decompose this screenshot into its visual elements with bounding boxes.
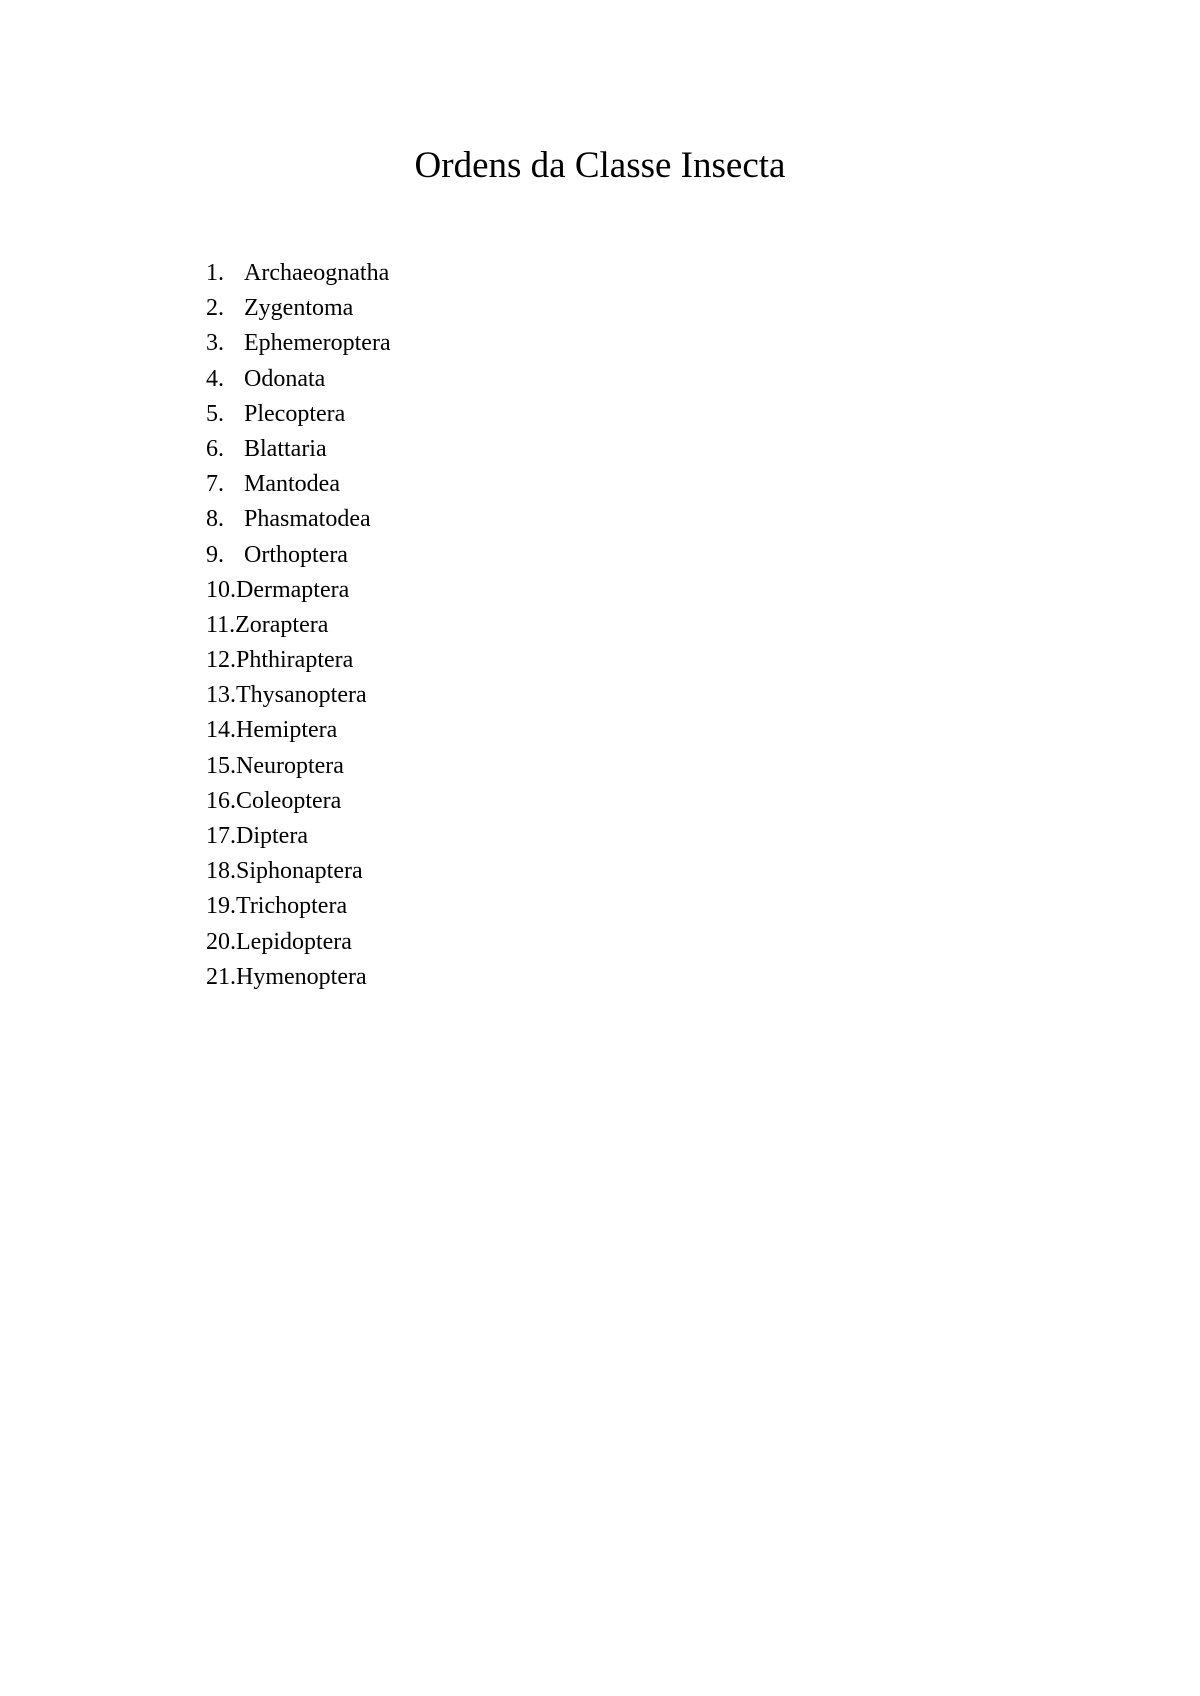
list-item-number: 2. (206, 295, 224, 322)
list-item-number: 14. (206, 717, 236, 744)
list-item (206, 538, 391, 573)
list-item (206, 854, 391, 889)
list-item (206, 713, 391, 748)
list-item-name: Trichoptera (236, 893, 348, 920)
list-item-number: 12. (206, 647, 236, 674)
list-item-number: 20. (206, 928, 236, 955)
list-item (206, 608, 391, 643)
list-item-name: Plecoptera (244, 400, 346, 427)
list-item (206, 397, 391, 432)
list-item-name: Odonata (244, 365, 326, 392)
list-item-name: Siphonaptera (236, 858, 363, 885)
list-item (206, 889, 391, 924)
list-item (206, 256, 391, 291)
list-item-number: 10. (206, 576, 236, 603)
list-item-number: 6. (206, 435, 224, 462)
list-item-name: Blattaria (244, 435, 327, 462)
list-item-name: Phthiraptera (236, 647, 354, 674)
list-item-number: 19. (206, 893, 236, 920)
list-item (206, 925, 391, 960)
list-item (206, 362, 391, 397)
list-item-name: Diptera (236, 823, 308, 849)
list-item-number: 21. (206, 963, 236, 990)
list-item (206, 678, 391, 713)
list-item-number: 16. (206, 787, 236, 814)
page-title: Ordens da Classe Insecta (414, 145, 786, 186)
list-item-number: 8. (206, 506, 224, 533)
list-item (206, 467, 391, 502)
list-item-name: Ephemeroptera (244, 330, 391, 357)
list-item-name: Archaeognatha (244, 260, 390, 286)
list-item-number: 9. (206, 541, 224, 568)
insect-orders-list (206, 256, 391, 995)
list-item (206, 326, 391, 361)
list-item (206, 749, 391, 784)
list-item (206, 784, 391, 819)
list-item-name: Neuroptera (236, 752, 344, 779)
list-item-name: Orthoptera (244, 541, 348, 568)
list-item (206, 573, 391, 608)
list-item-name: Zoraptera (235, 611, 329, 638)
list-item-number: 5. (206, 400, 224, 427)
list-item-name: Dermaptera (236, 576, 350, 603)
list-item (206, 432, 391, 467)
list-item-number: 15. (206, 752, 236, 779)
list-item-name: Thysanoptera (236, 682, 367, 709)
list-item (206, 502, 391, 537)
list-item (206, 819, 391, 854)
list-item-name: Mantodea (244, 471, 340, 498)
list-item-name: Lepidoptera (236, 928, 352, 955)
list-item (206, 643, 391, 678)
list-item-name: Hemiptera (236, 717, 338, 744)
list-item-number: 11. (206, 611, 236, 638)
list-item-number: 7. (206, 471, 224, 498)
list-item-number: 17. (206, 823, 236, 849)
list-item-number: 4. (206, 365, 224, 392)
list-item-name: Zygentoma (244, 295, 354, 322)
list-item-number: 18. (206, 858, 236, 885)
list-item-name: Hymenoptera (236, 963, 367, 990)
list-item (206, 291, 391, 326)
list-item-name: Coleoptera (236, 787, 342, 814)
list-item-number: 1. (206, 260, 224, 286)
list-item-number: 3. (206, 330, 224, 357)
list-item-name: Phasmatodea (244, 506, 371, 533)
list-item-number: 13. (206, 682, 236, 709)
list-item (206, 960, 391, 995)
